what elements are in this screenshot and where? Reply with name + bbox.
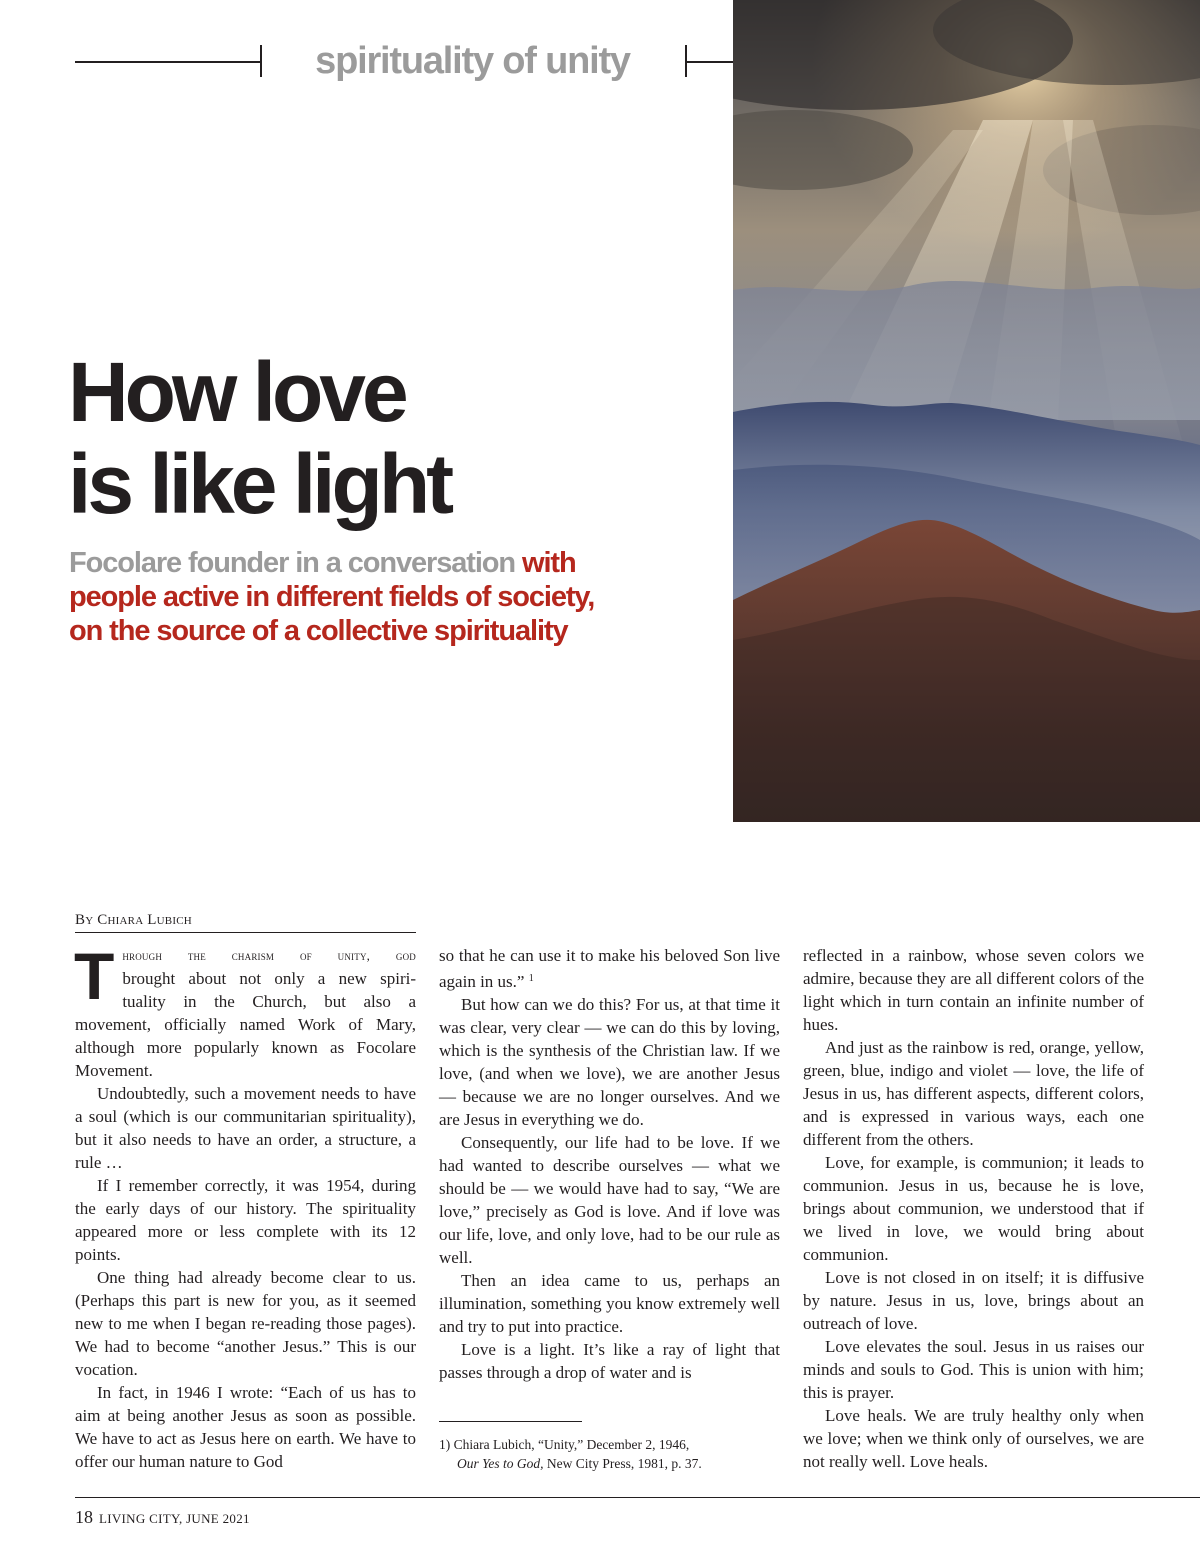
footnote — [439, 1435, 780, 1473]
deck-gray-text: Focolare founder in a conversation — [69, 547, 516, 579]
footnote-line-1: 1) Chiara Lubich, “Unity,” December 2, 1946, — [439, 1437, 690, 1452]
paragraph-5: In fact, in 1946 I wrote: “Each of us has to aim at being another Jesus as soon as possible. We have to act as Jesus here on earth. We have to offer our human nature to God — [75, 1383, 416, 1471]
paragraph-7: But how can we do this? For us, at that time it was clear, very clear — we can do this by loving, which is the synthesis of the Christian law. If we love, (and when we love), we are another Jesus — because we are no longer ourselves. And we are Jesus in everything we do. — [439, 995, 780, 1129]
drop-cap: T — [74, 939, 115, 1013]
header-rule-right — [685, 61, 733, 63]
footnote-reference: 1 — [528, 973, 534, 984]
paragraph-11: reflected in a rainbow, whose seven colors we admire, because they are all different colors of the light which in turn contain an infinite number of hues. — [803, 946, 1144, 1034]
header-rule-left — [75, 61, 260, 63]
deck-red-text-1: with — [522, 547, 576, 579]
paragraph-3: If I remember correctly, it was 1954, during the early days of our history. The spirituality appeared more or less complete with its 12 points. — [75, 1176, 416, 1264]
paragraph-14: Love is not closed in on itself; it is diffusive by nature. Jesus in us, love, brings about an outreach of love. — [803, 1268, 1144, 1333]
paragraph-1 — [74, 939, 416, 1082]
paragraph-15: Love elevates the soul. Jesus in us raises our minds and souls to God. This is union with him; this is prayer. — [803, 1337, 1144, 1402]
paragraph-9: Then an idea came to us, perhaps an illumination, something you know extremely well and try to put into practice. — [439, 1271, 780, 1336]
deck-red-text-2: people active in different fields of society, — [69, 581, 595, 613]
paragraph-1-rest: movement, officially named Work of Mary, although more popularly known as Focolare Movement. — [75, 1015, 416, 1080]
paragraph-1-line-2: brought about not only a new spiri- — [122, 969, 416, 988]
byline: By Chiara Lubich — [75, 910, 416, 933]
deck-red-text-3: on the source of a collective spirituality — [69, 615, 568, 647]
mountain-photo — [733, 0, 1200, 822]
footnote-book-title: Our Yes to God, — [457, 1456, 544, 1471]
article-column-3 — [803, 944, 1144, 1473]
paragraph-8: Consequently, our life had to be love. If we had wanted to describe ourselves — what we should be — we would have had to say, “We are love,” precisely as God is love. And if love was our life, love, and only love, had to be our rule as well. — [439, 1133, 780, 1267]
footnote-line-2: Our Yes to God, New City Press, 1981, p. 37. — [457, 1456, 702, 1471]
page-footer — [75, 1505, 250, 1531]
deck-subtitle — [69, 546, 719, 648]
footnote-rule — [439, 1421, 582, 1422]
paragraph-13: Love, for example, is communion; it leads to communion. Jesus in us, because he is love, brings about communion, we understood that if we lived in love, we would bring about communion. — [803, 1153, 1144, 1264]
paragraph-16: Love heals. We are truly healthy only when we love; when we think only of ourselves, we are not really well. Love heals. — [803, 1406, 1144, 1471]
headline-line-2: is like light — [68, 437, 451, 531]
article-column-1 — [74, 939, 416, 1473]
paragraph-1-line-1: hrough the charism of unity, god — [122, 948, 416, 963]
page-number: 18 — [75, 1507, 93, 1527]
headline — [68, 346, 708, 530]
publication-name: LIVING CITY, JUNE 2021 — [99, 1511, 250, 1526]
article-column-2 — [439, 944, 780, 1384]
headline-line-1: How love — [68, 345, 405, 439]
paragraph-4: One thing had already become clear to us. (Perhaps this part is new for you, as it seemed new to me when I began re-reading those pages). We had to become “another Jesus.” This is our vocation. — [75, 1268, 416, 1379]
paragraph-12: And just as the rainbow is red, orange, yellow, green, blue, indigo and violet — love, the life of Jesus in us, has different aspects, different colors, and is expressed in various ways, each one different from the others. — [803, 1038, 1144, 1149]
paragraph-1-line-3: tuality in the Church, but also a — [122, 992, 416, 1011]
paragraph-6: so that he can use it to make his beloved Son live again in us.” $^1$ — [439, 946, 780, 991]
paragraph-2: Undoubtedly, such a movement needs to have a soul (which is our communitarian spirituality), but it also needs to have an order, a structure, a rule … — [75, 1084, 416, 1172]
footer-rule — [75, 1497, 1200, 1498]
section-title: spirituality of unity — [315, 40, 630, 82]
paragraph-10: Love is a light. It’s like a ray of light that passes through a drop of water and is — [439, 1340, 780, 1382]
